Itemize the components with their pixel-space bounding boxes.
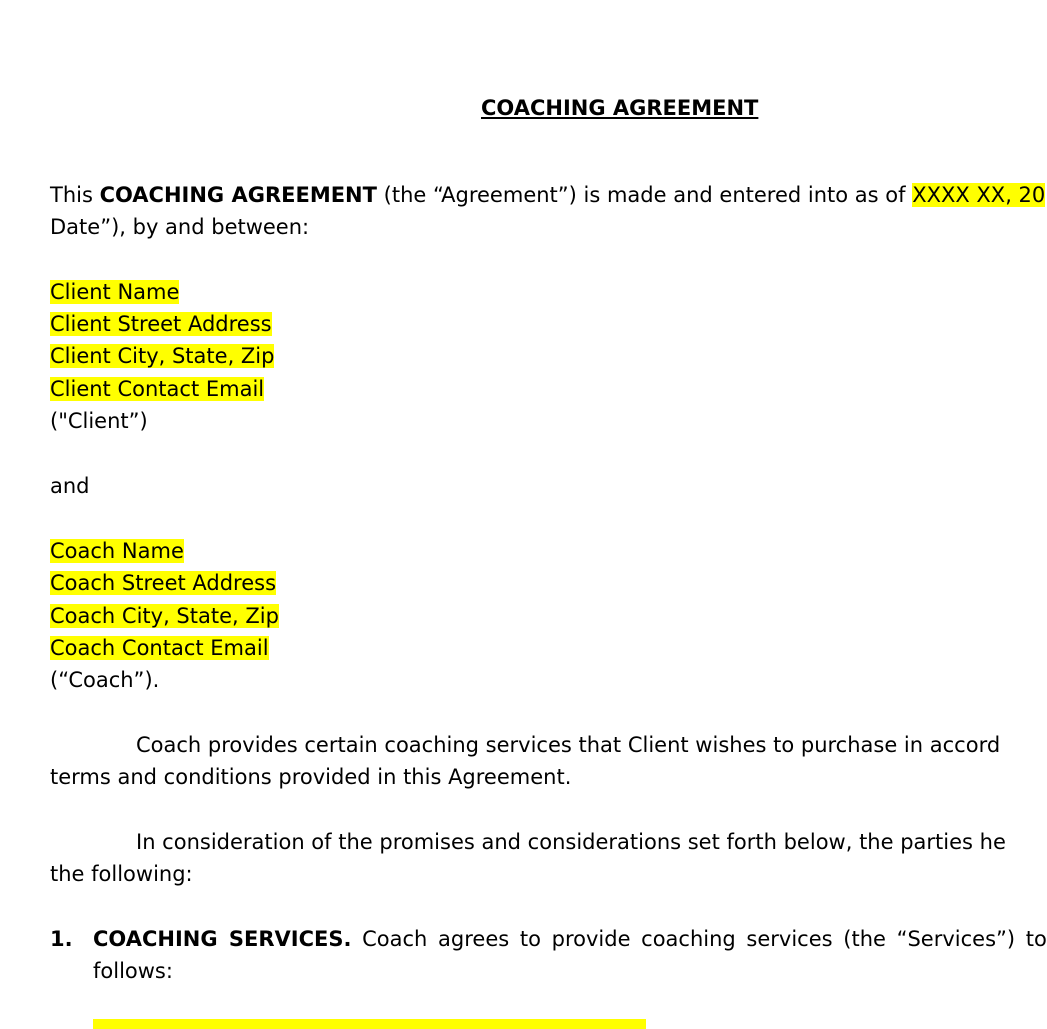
client-street: Client Street Address — [50, 312, 272, 336]
section-1-heading: COACHING SERVICES. — [93, 927, 352, 951]
client-city: Client City, State, Zip — [50, 344, 275, 368]
coach-city: Coach City, State, Zip — [50, 604, 279, 628]
section-1-text: Coach agrees to provide coaching services (the “Services”) to — [351, 927, 1047, 951]
client-email: Client Contact Email — [50, 377, 265, 401]
intro-middle: (the “Agreement”) is made and entered into as of — [376, 183, 913, 207]
client-name: Client Name — [50, 280, 180, 304]
intro-paragraph-line-2: Date”), by and between: — [50, 215, 310, 239]
intro-paragraph-line-1 — [50, 179, 1045, 211]
section-1-number: 1. — [50, 927, 73, 951]
recital-2-line-1: In consideration of the promises and considerations set forth below, the parties he — [136, 830, 1006, 854]
recital-2-line-2: the following: — [50, 862, 193, 886]
intro-this: This — [50, 183, 100, 207]
and-text: and — [50, 474, 90, 498]
coach-street: Coach Street Address — [50, 571, 277, 595]
coach-name: Coach Name — [50, 539, 184, 563]
section-1-line-1 — [93, 923, 1047, 955]
coach-label: (“Coach”). — [50, 668, 160, 692]
recital-1-line-2: terms and conditions provided in this Agreement. — [50, 765, 572, 789]
document-title: COACHING AGREEMENT — [481, 96, 759, 120]
section-1-line-2: follows: — [93, 959, 173, 983]
date-placeholder: XXXX XX, 20 — [912, 183, 1046, 207]
coach-email: Coach Contact Email — [50, 636, 269, 660]
recital-1-line-1: Coach provides certain coaching services that Client wishes to purchase in accord — [136, 733, 1001, 757]
client-label: ("Client”) — [50, 409, 148, 433]
highlighted-placeholder-line — [93, 1019, 646, 1029]
intro-bold-name: COACHING AGREEMENT — [99, 183, 377, 207]
